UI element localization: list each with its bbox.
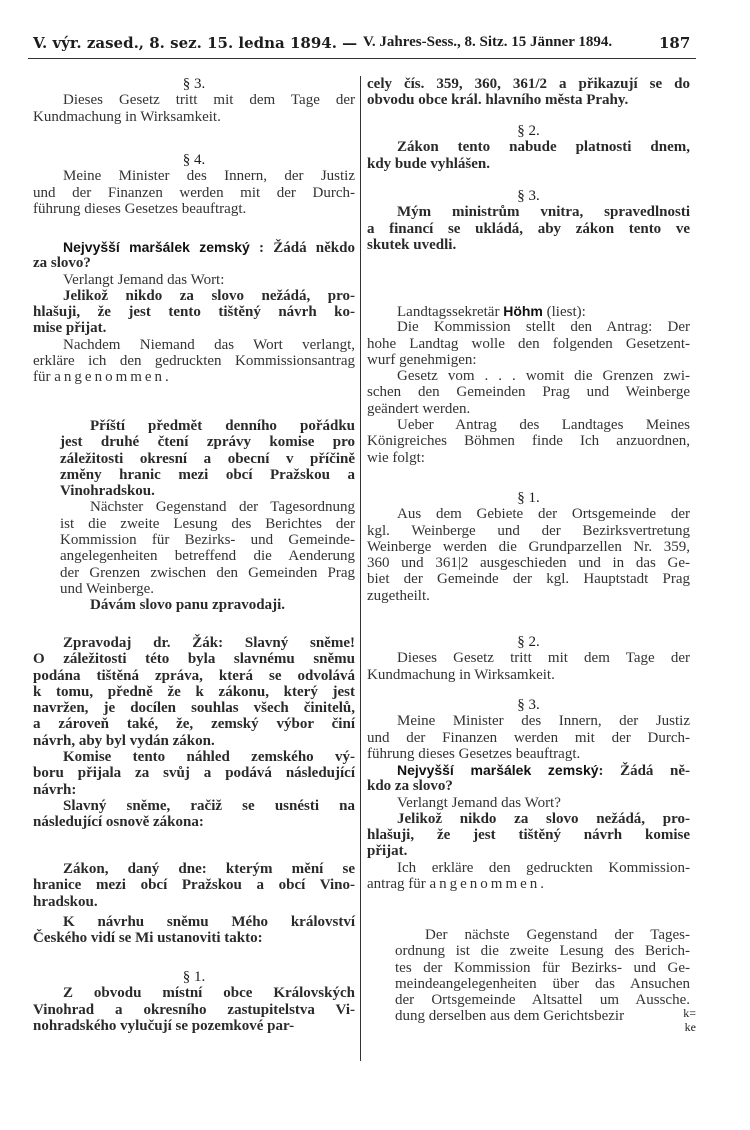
- text-line: Slavný sněme, račiž se usnésti na: [63, 797, 355, 814]
- text-line: und der Finanzen werden mit der Durch-: [33, 184, 355, 201]
- text-segment: antrag für: [367, 876, 430, 893]
- text-line: [33, 239, 355, 255]
- text-line: führung dieses Gesetzes beauftragt.: [367, 745, 581, 762]
- text-line: und der Finanzen werden mit der Durch-: [367, 729, 690, 746]
- text-line: biet der Gemeinde der kgl. Hauptstadt Prag: [367, 571, 690, 588]
- text-block: [60, 418, 355, 614]
- text-line: a zároveň také, že, zemský výbor činí: [33, 716, 355, 733]
- text-line: změny hranic mezi obcí Pražskou a: [60, 466, 355, 483]
- text-line: Dieses Gesetz tritt mit dem Tage der: [63, 92, 355, 109]
- text-line: führung dieses Gesetzes beauftragt.: [33, 200, 247, 217]
- text-line: ist die zweite Lesung des Berichtes der: [60, 515, 355, 532]
- column-divider: [360, 76, 361, 1061]
- text-line: Gesetz vom . . . womit die Grenzen zwi-: [397, 368, 690, 385]
- text-line: Ueber Antrag des Landtages Meines: [397, 417, 690, 434]
- text-line: hohe Landtag wolle den folgenden Gesetzent-: [367, 335, 690, 352]
- text-line: Vinohradskou.: [60, 483, 155, 500]
- text-line: Meine Minister des Innern, der Justiz: [63, 168, 355, 185]
- text-line: Českého vidí se Mi ustanoviti takto:: [33, 930, 263, 947]
- text-line: O záležitosti této byla slavnému sněmu: [33, 651, 355, 668]
- text-segment: für: [33, 369, 55, 386]
- section-heading: § 2.: [517, 634, 540, 650]
- section-heading: § 2.: [517, 123, 540, 139]
- text-line: Dieses Gesetz tritt mit dem Tage der: [397, 650, 690, 667]
- emphasized-text: angenommen.: [54, 369, 172, 386]
- text-block: [367, 634, 690, 683]
- text-line: ordnung ist die zweite Lesung des Berich-: [395, 943, 690, 960]
- text-line: [367, 876, 690, 892]
- speaker-name: Nejvyšší maršálek zemský: [397, 762, 599, 778]
- text-line: Der nächste Gegenstand der Tages-: [425, 927, 690, 943]
- text-line: der Grenzen zwischen den Gemeinden Prag: [60, 564, 355, 581]
- text-line: obvodu obce král. hlavního města Prahy.: [367, 92, 629, 109]
- text-line: dung derselben aus dem Gerichtsbezir: [395, 1008, 625, 1025]
- text-line: Kundmachung in Wirksamkeit.: [33, 108, 221, 125]
- text-line: skutek uvedli.: [367, 236, 457, 253]
- text-line: angelegenheiten betreffend die Aenderung: [60, 548, 355, 565]
- text-block: [367, 762, 690, 892]
- text-line: Jelikož nikdo za slovo nežádá, pro-: [397, 810, 690, 827]
- text-segment: Landtagssekretär: [397, 304, 504, 320]
- text-line: jest druhé čtení zprávy komise pro: [60, 434, 355, 451]
- text-line: [367, 303, 690, 319]
- section-heading: § 3.: [517, 697, 540, 713]
- text-line: a financí se ukládá, aby zákon tento ve: [367, 220, 690, 237]
- text-block: [33, 914, 355, 947]
- section-heading: § 4.: [182, 152, 206, 168]
- text-line: hlašuji, že jest tištěný návrh komise: [367, 827, 690, 844]
- text-line: geändert werden.: [367, 400, 471, 417]
- speaker-name: Höhm: [503, 303, 543, 319]
- text-block: [367, 123, 690, 172]
- text-line: cely čís. 359, 360, 361/2 a přikazují se do: [367, 76, 690, 92]
- header-german: V. Jahres-Sess., 8. Sitz. 15 Jänner 1894.: [363, 34, 613, 50]
- text-line: schen den Gemeinden Prag und Weinberge: [367, 384, 690, 401]
- text-segment: : Žádá někdo: [249, 240, 355, 256]
- text-line: Meine Minister des Innern, der Justiz: [397, 713, 690, 730]
- text-block: [33, 152, 355, 217]
- running-header: [33, 34, 693, 54]
- text-block: [367, 188, 690, 253]
- section-heading: § 3.: [517, 188, 540, 204]
- text-line: [33, 369, 355, 385]
- text-line: hranice mezi obcí Pražskou a obcí Vino-: [33, 877, 355, 894]
- text-line: Jelikož nikdo za slovo nežádá, pro-: [63, 287, 355, 304]
- text-line: Nachdem Niemand das Wort verlangt,: [63, 336, 355, 353]
- text-line: kgl. Weinberge und der Bezirksvertretung: [367, 522, 690, 539]
- text-line: der Ortsgemeinde Altsattel um Aussche.: [395, 992, 690, 1009]
- text-block: [395, 927, 696, 1034]
- text-line: kdy bude vyhlášen.: [367, 155, 490, 172]
- text-line: wurf genehmigen:: [367, 351, 477, 368]
- text-line: Zákon tento nabude platnosti dnem,: [397, 139, 690, 156]
- text-line: Zákon, daný dne: kterým mění se: [63, 861, 355, 877]
- text-line: Verlangt Jemand das Wort:: [63, 271, 225, 288]
- text-line: návrh:: [33, 781, 77, 798]
- text-segment: : Žádá ně-: [598, 763, 690, 779]
- text-line: Z obvodu místní obce Královských: [63, 985, 355, 1002]
- section-heading: § 3.: [182, 76, 206, 92]
- text-block: [33, 76, 355, 125]
- text-line: Nächster Gegenstand der Tagesordnung: [90, 499, 355, 516]
- text-block: [367, 76, 690, 109]
- text-block: [33, 861, 355, 910]
- text-line: Kommission für Bezirks- und Gemeinde-: [60, 532, 355, 549]
- header-czech: V. výr. zased., 8. sez. 15. ledna 1894. —: [33, 34, 358, 52]
- text-line: [367, 762, 690, 778]
- text-line: Zpravodaj dr. Žák: Slavný sněme!: [63, 635, 355, 651]
- text-line: erkläre ich den gedruckten Kommissionsantrag: [33, 353, 355, 370]
- text-line: Příští předmět denního pořádku: [90, 418, 355, 434]
- text-line: Ich erkläre den gedruckten Kommission-: [397, 859, 690, 876]
- text-line: boru přijala za svůj a podává následující: [33, 765, 355, 782]
- text-line: meindeangelegenheiten über das Ansuchen: [395, 975, 690, 992]
- text-line: K návrhu sněmu Mého království: [63, 914, 355, 930]
- text-line: navržen, je docílen souhlas všech činitelů,: [33, 700, 355, 717]
- header-rule: [28, 58, 696, 59]
- text-line: Vinohrad a okresního zastupitelstva Vi-: [33, 1001, 355, 1018]
- text-line: Weinberge werden die Grundparzellen Nr. 359,: [367, 538, 690, 555]
- section-heading: § 1.: [182, 969, 206, 985]
- text-line: nohradského vylučují se pozemkové par-: [33, 1017, 295, 1034]
- text-line: tes der Kommission für Bezirks- und Ge-: [395, 959, 690, 976]
- page-number: 187: [659, 34, 691, 52]
- text-line: záležitosti okresní a obecní v příčině: [60, 450, 355, 467]
- text-line: Komise tento náhled zemského vý-: [63, 749, 355, 766]
- text-line: mise přijat.: [33, 320, 107, 337]
- text-block: [33, 635, 355, 831]
- text-segment: (liest):: [542, 304, 586, 320]
- text-line: následující osnově zákona:: [33, 814, 204, 831]
- text-line: návrh, aby byl vydán zákon.: [33, 732, 215, 749]
- text-line: wie folgt:: [367, 449, 425, 466]
- speaker-name: Nejvyšší maršálek zemský: [63, 239, 250, 255]
- text-line: k tomu, předně že k zákonu, který jest: [33, 683, 355, 700]
- text-line: Mým ministrům vnitra, spravedlnosti: [397, 204, 690, 221]
- text-block: [33, 969, 355, 1034]
- text-line: Aus dem Gebiete der Ortsgemeinde der: [397, 506, 690, 523]
- overflow-fragment: ke: [684, 1019, 696, 1034]
- text-line: Königreiches Böhmen finde Ich anzuordnen,: [367, 433, 690, 450]
- section-heading: § 1.: [517, 490, 540, 506]
- overflow-fragment: k=: [683, 1005, 696, 1020]
- text-line: hlašuji, že jest tento tištěný návrh ko-: [33, 304, 355, 321]
- text-block: [367, 303, 690, 466]
- text-line: Verlangt Jemand das Wort?: [397, 794, 561, 811]
- text-line: Die Kommission stellt den Antrag: Der: [397, 319, 690, 336]
- text-line: zugetheilt.: [367, 587, 430, 604]
- text-block: [33, 239, 355, 386]
- text-line: podána tištěná zpráva, která se odvolává: [33, 667, 355, 684]
- text-line: und Weinberge.: [60, 580, 155, 597]
- text-line: přijat.: [367, 843, 408, 860]
- text-line: za slovo?: [33, 255, 91, 272]
- text-line: 360 und 361|2 ausgeschieden und in das Ge-: [367, 555, 690, 572]
- emphasized-text: angenommen.: [429, 876, 548, 893]
- text-line: Kundmachung in Wirksamkeit.: [367, 666, 555, 683]
- text-block: [367, 697, 690, 762]
- text-line: kdo za slovo?: [367, 778, 453, 795]
- text-line: hradskou.: [33, 893, 98, 910]
- text-line: Dávám slovo panu zpravodaji.: [90, 597, 286, 614]
- text-block: [367, 490, 690, 604]
